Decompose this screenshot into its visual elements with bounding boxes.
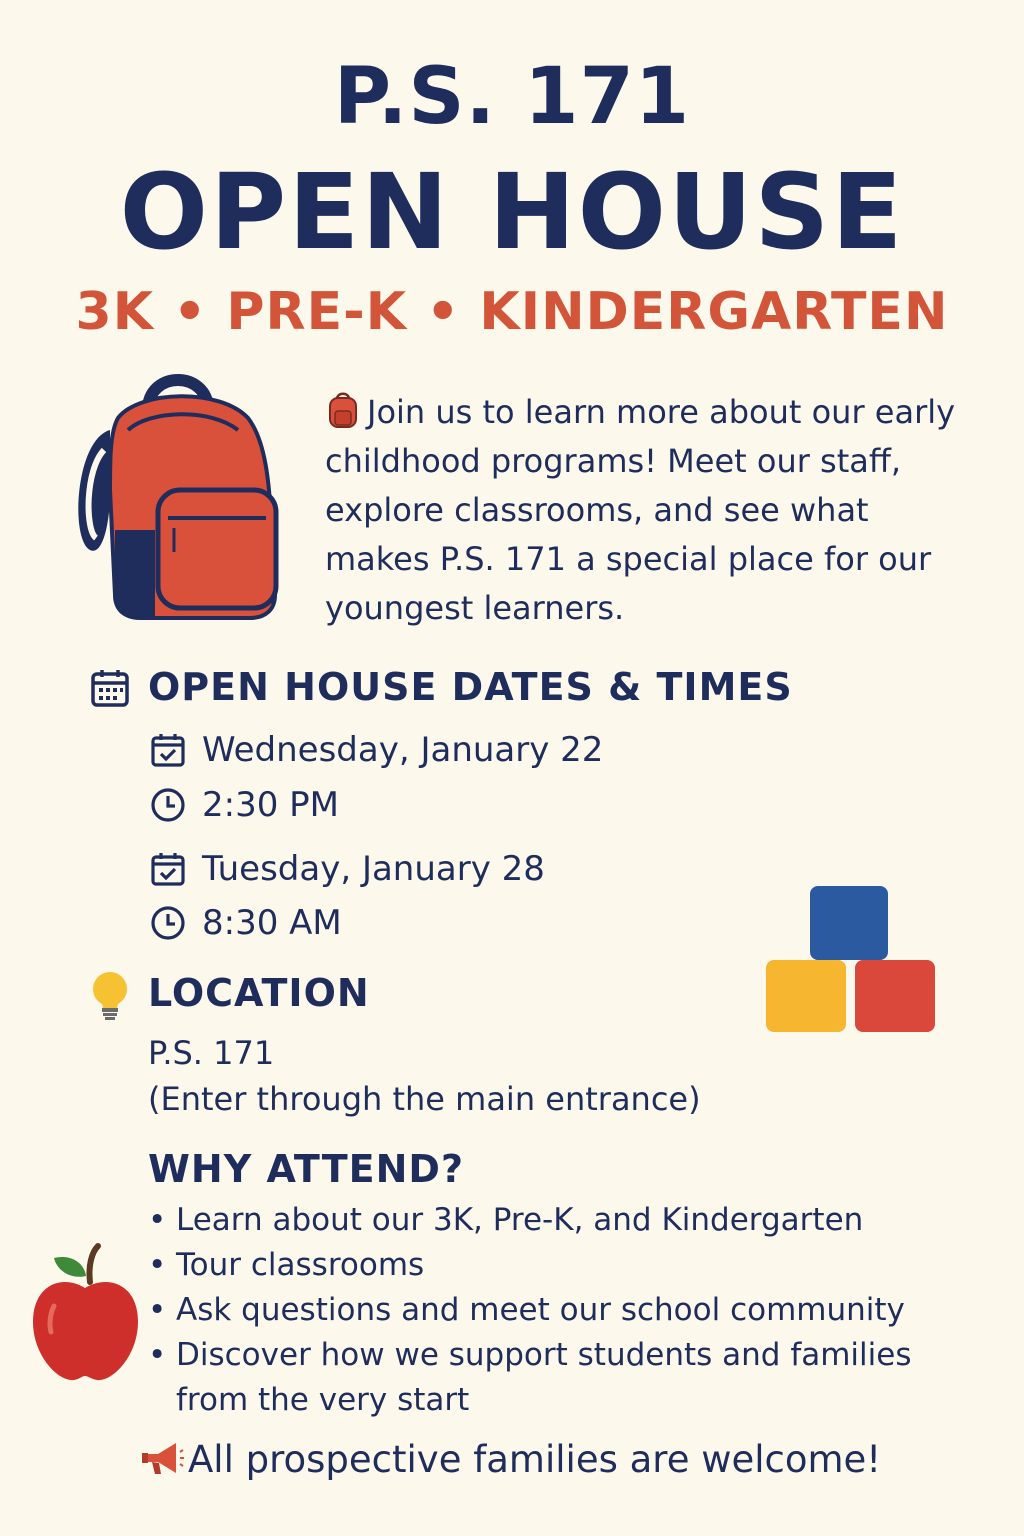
list-item: • Discover how we support students and families from the very start [148, 1333, 978, 1423]
session-2-date: Tuesday, January 28 [202, 849, 545, 889]
session-1-time: 2:30 PM [202, 785, 339, 825]
location-heading: LOCATION [148, 971, 370, 1015]
calendar-check-icon [150, 851, 186, 887]
lightbulb-icon [88, 970, 132, 1022]
intro-paragraph [325, 388, 975, 633]
list-item: • Ask questions and meet our school community [148, 1288, 978, 1333]
clock-icon [150, 787, 186, 823]
welcome-text: All prospective families are welcome! [188, 1438, 882, 1481]
session-1-date: Wednesday, January 22 [202, 730, 604, 770]
location-place: P.S. 171 [148, 1034, 275, 1072]
backpack-icon [70, 370, 285, 625]
calendar-icon [90, 668, 130, 708]
school-name: P.S. 171 [333, 52, 691, 142]
location-note: (Enter through the main entrance) [148, 1080, 701, 1118]
calendar-check-icon [150, 732, 186, 768]
list-item: • Learn about our 3K, Pre-K, and Kindergarten [148, 1198, 978, 1243]
welcome-message [140, 1438, 1000, 1481]
programs-subtitle: 3K • PRE-K • KINDERGARTEN [75, 282, 949, 342]
intro-text: Join us to learn more about our early childhood programs! Meet our staff, explore classrooms, and see what makes P.S. 171 a special place for our youngest learners. [325, 393, 956, 627]
megaphone-icon [140, 1438, 184, 1478]
why-attend-list [148, 1198, 978, 1423]
dates-heading: OPEN HOUSE DATES & TIMES [148, 665, 793, 709]
page-title: OPEN HOUSE [119, 151, 905, 273]
session-2-time: 8:30 AM [202, 903, 342, 943]
list-item: • Tour classrooms [148, 1243, 978, 1288]
small-backpack-icon [325, 391, 361, 429]
apple-icon [28, 1240, 143, 1385]
why-attend-heading: WHY ATTEND? [148, 1147, 464, 1191]
clock-icon [150, 905, 186, 941]
toy-blocks-icon [760, 880, 945, 1040]
